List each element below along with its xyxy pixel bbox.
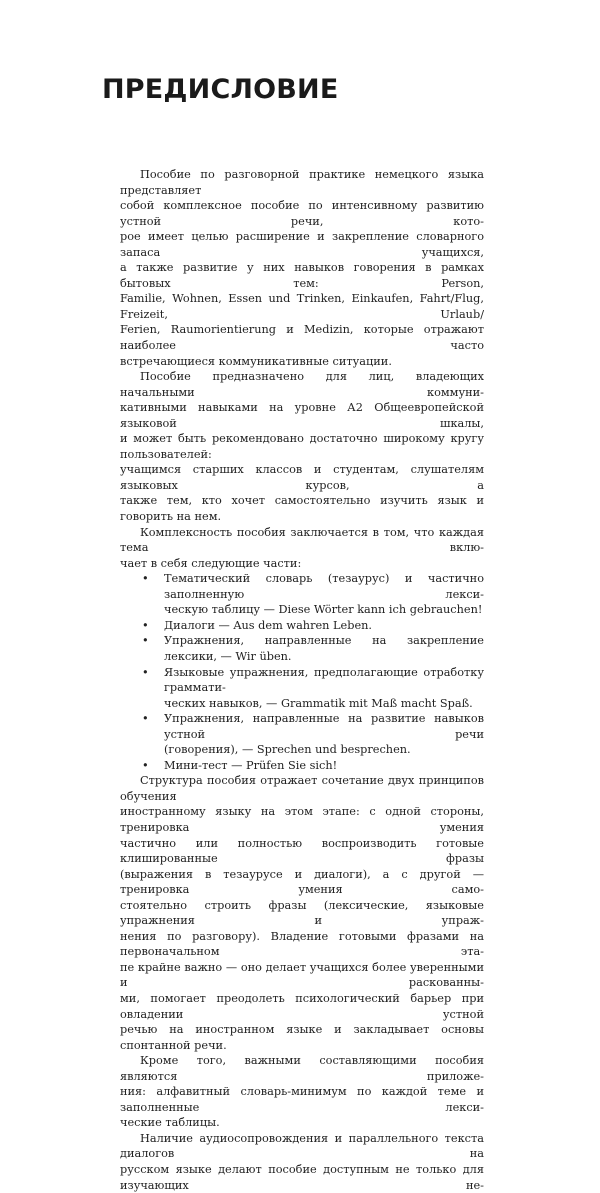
- text-line: чает в себя следующие части:: [120, 556, 302, 570]
- text-line: учащимся старших классов и студентам, слушателям языковых курсов, а: [120, 463, 484, 492]
- text-line: иностранному языку на этом этапе: с одной стороны, тренировка умения: [120, 805, 484, 834]
- paragraph-audio: [120, 1131, 484, 1193]
- text-line: ми, помогает преодолеть психологический барьер при овладении устной: [120, 991, 484, 1021]
- text-line: Комплексность пособия заключается в том, что каждая тема вклю-: [120, 525, 484, 555]
- component-list: [120, 571, 484, 773]
- bullet-icon: •: [142, 572, 149, 586]
- text-line: Мини-тест — Prüfen Sie sich!: [164, 758, 338, 772]
- page-title: ПРЕДИСЛОВИЕ: [102, 74, 339, 105]
- list-item: [120, 758, 484, 774]
- text-line: рое имеет целью расширение и закрепление словарного запаса учащихся,: [120, 230, 484, 259]
- list-item: [120, 618, 484, 634]
- paragraph-intro: [120, 167, 484, 369]
- list-item: [120, 665, 484, 712]
- text-line: ческую таблицу — Diese Wörter kann ich gebrauchen!: [164, 603, 483, 617]
- text-line: Тематический словарь (тезаурус) и частично заполненную лекси-: [164, 572, 484, 601]
- text-line: нения по разговору). Владение готовыми фразами на первоначальном эта-: [120, 929, 484, 959]
- text-line: (выражения в тезаурусе и диалоги), а с другой — тренировка умения само-: [120, 867, 484, 897]
- text-line: также тем, кто хочет самостоятельно изучить язык и говорить на нем.: [120, 494, 484, 524]
- text-line: пе крайне важно — оно делает учащихся более уверенными и раскованны-: [120, 960, 484, 990]
- list-item: [120, 711, 484, 758]
- text-line: Диалоги — Aus dem wahren Leben.: [164, 618, 372, 632]
- text-line: Ferien, Raumorientierung и Medizin, которые отражают наиболее часто: [120, 323, 484, 353]
- bullet-icon: •: [142, 634, 149, 648]
- text-line: русском языке делают пособие доступным не только для изучающих не-: [120, 1163, 484, 1192]
- text-line: собой комплексное пособие по интенсивному развитию устной речи, кото-: [120, 199, 484, 228]
- text-line: Наличие аудиосопровождения и параллельного текста диалогов на: [120, 1131, 484, 1161]
- text-line: Упражнения, направленные на развитие навыков устной речи: [164, 712, 484, 741]
- text-line: Familie, Wohnen, Essen und Trinken, Einkaufen, Fahrt/Flug, Freizeit, Urlaub/: [120, 292, 484, 321]
- text-line: частично или полностью воспроизводить готовые клишированные фразы: [120, 836, 484, 866]
- text-line: Пособие по разговорной практике немецкого языка представляет: [120, 168, 484, 197]
- list-item: [120, 633, 484, 664]
- paragraph-structure: [120, 773, 484, 1053]
- text-line: ческих навыков, — Grammatik mit Maß macht Spaß.: [164, 696, 473, 710]
- bullet-icon: •: [142, 618, 149, 632]
- bullet-icon: •: [142, 758, 149, 772]
- text-line: ческие таблицы.: [120, 1116, 220, 1130]
- paragraph-appendices: [120, 1053, 484, 1131]
- text-line: (говорения), — Sprechen und besprechen.: [164, 743, 411, 757]
- bullet-icon: •: [142, 712, 149, 726]
- text-line: а также развитие у них навыков говорения в рамках бытовых тем: Person,: [120, 261, 484, 290]
- paragraph-audience: [120, 369, 484, 524]
- list-item: [120, 571, 484, 618]
- text-line: встречающиеся коммуникативные ситуации.: [120, 354, 392, 368]
- text-line: Языковые упражнения, предполагающие отработку граммати-: [164, 665, 484, 695]
- text-line: ния: алфавитный словарь-минимум по каждой теме и заполненные лекси-: [120, 1085, 484, 1114]
- bullet-icon: •: [142, 665, 149, 679]
- text-line: Пособие предназначено для лиц, владеющих начальными коммуни-: [120, 370, 484, 399]
- text-line: Упражнения, направленные на закрепление лексики, — Wir üben.: [164, 634, 484, 663]
- text-line: и может быть рекомендовано достаточно широкому кругу пользователей:: [120, 432, 484, 461]
- text-line: кативными навыками на уровне А2 Общеевропейской языковой шкалы,: [120, 401, 484, 430]
- text-line: речью на иностранном языке и закладывает основы спонтанной речи.: [120, 1023, 484, 1052]
- preface-body: [120, 167, 484, 1193]
- text-line: Структура пособия отражает сочетание двух принципов обучения: [120, 774, 484, 803]
- text-line: Кроме того, важными составляющими пособия являются приложе-: [120, 1054, 484, 1083]
- text-line: стоятельно строить фразы (лексические, языковые упражнения и упраж-: [120, 898, 484, 928]
- paragraph-components: [120, 525, 484, 572]
